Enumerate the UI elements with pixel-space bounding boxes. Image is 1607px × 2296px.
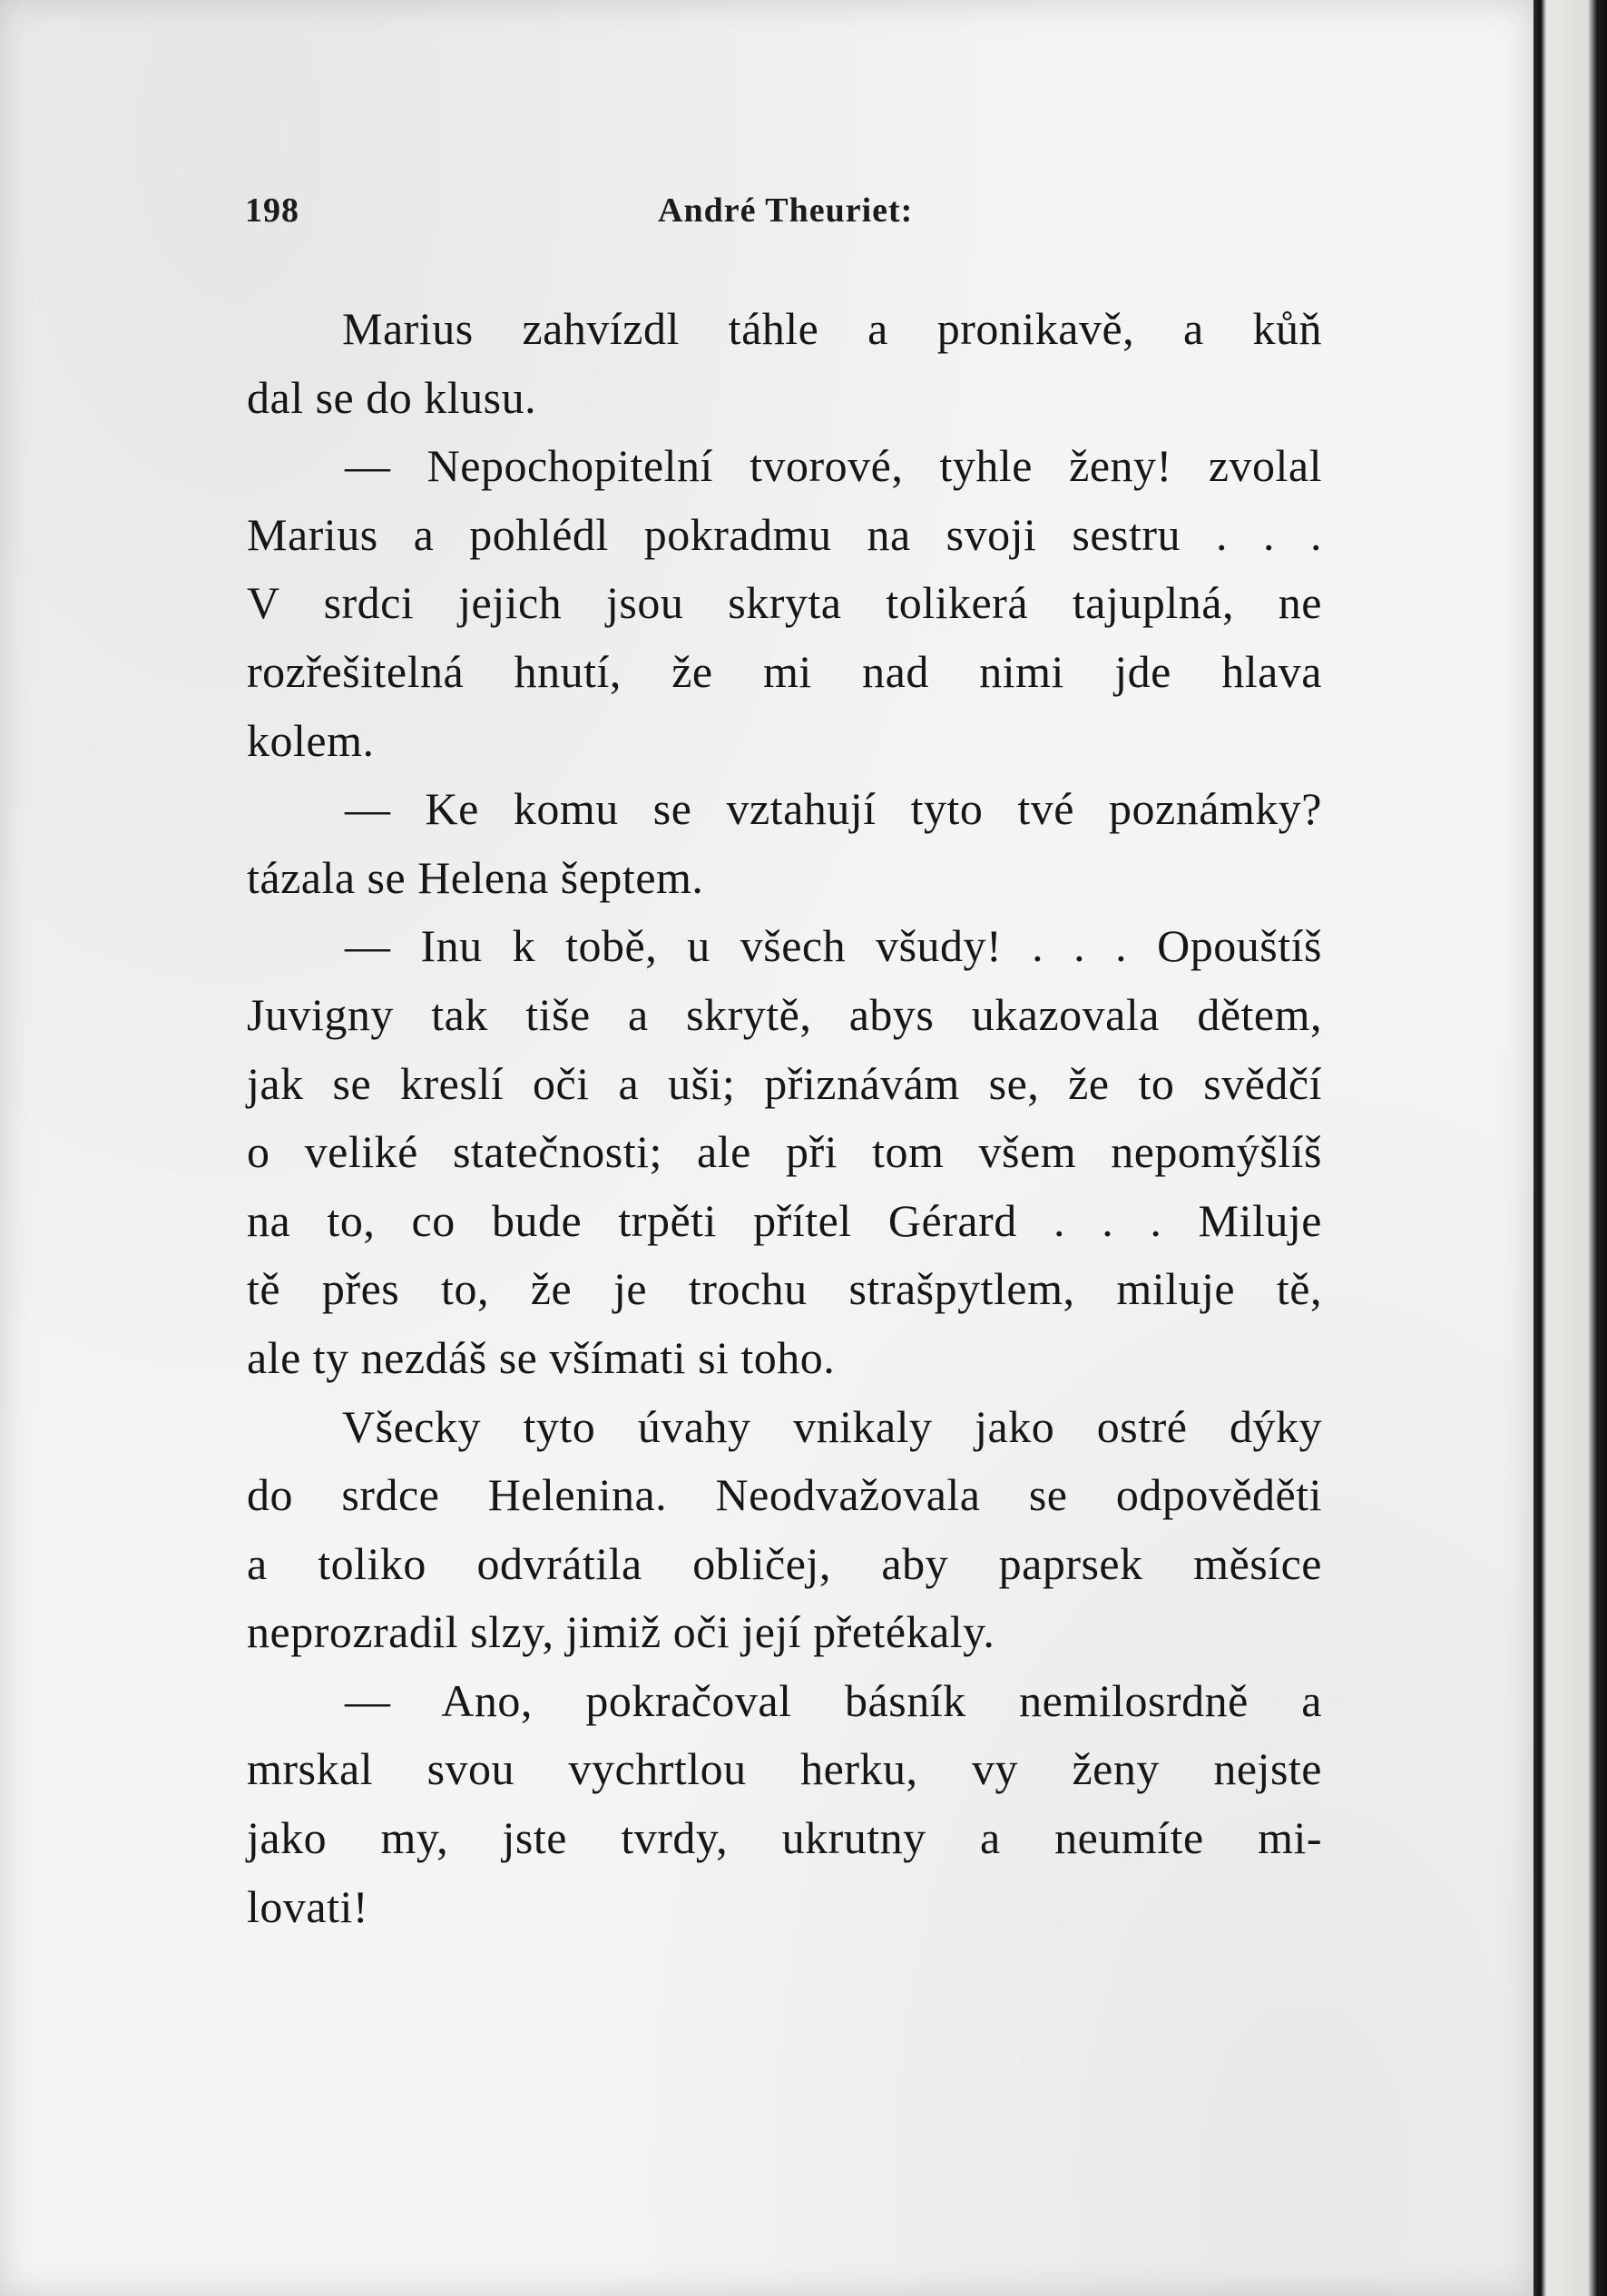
- text-line: Marius zahvízdl táhle a pronikavě, a kůň: [342, 303, 1322, 354]
- text-line: ale ty nezdáš se všímati si toho.: [247, 1331, 836, 1383]
- text-line: — Ano, pokračoval básník nemilosrdně a: [345, 1674, 1322, 1726]
- text-line: kolem.: [247, 714, 375, 766]
- body-text: [247, 295, 1322, 1941]
- running-head: André Theuriet:: [658, 191, 914, 230]
- text-line: o veliké statečnosti; ale při tom všem nepomýšlíš: [247, 1126, 1322, 1178]
- page-header: [245, 191, 1316, 236]
- text-line: — Inu k tobě, u všech všudy! . . . Opouštíš: [345, 920, 1322, 972]
- text-line: a toliko odvrátila obličej, aby paprsek měsíce: [247, 1537, 1322, 1589]
- text-line: jako my, jste tvrdy, ukrutny a neumíte mi-: [247, 1812, 1322, 1864]
- text-line: — Nepochopitelní tvorové, tyhle ženy! zvolal: [345, 440, 1322, 492]
- text-line: mrskal svou vychrtlou herku, vy ženy nejste: [247, 1743, 1322, 1795]
- text-line: V srdci jejich jsou skryta tolikerá tajuplná, ne: [247, 577, 1322, 629]
- text-line: lovati!: [247, 1880, 369, 1932]
- text-line: Všecky tyto úvahy vnikaly jako ostré dýky: [342, 1400, 1322, 1452]
- text-line: rozřešitelná hnutí, že mi nad nimi jde hlava: [247, 645, 1322, 697]
- text-line: — Ke komu se vztahují tyto tvé poznámky?: [345, 783, 1322, 835]
- text-line: na to, co bude trpěti přítel Gérard . . . Miluje: [247, 1194, 1322, 1246]
- text-line: do srdce Helenina. Neodvažovala se odpověděti: [247, 1469, 1322, 1521]
- text-line: dal se do klusu.: [247, 371, 537, 423]
- page-edge-shadow: [1534, 0, 1607, 2296]
- text-line: tě přes to, že je trochu strašpytlem, miluje tě,: [247, 1263, 1322, 1315]
- text-line: tázala se Helena šeptem.: [247, 851, 704, 903]
- text-line: neprozradil slzy, jimiž oči její přetékaly.: [247, 1606, 995, 1658]
- text-line: Juvigny tak tiše a skrytě, abys ukazovala dětem,: [247, 988, 1322, 1040]
- text-line: Marius a pohlédl pokradmu na svoji sestru . . .: [247, 508, 1322, 560]
- text-line: jak se kreslí oči a uši; přiznávám se, že to svědčí: [247, 1057, 1322, 1109]
- page-number: 198: [245, 191, 299, 230]
